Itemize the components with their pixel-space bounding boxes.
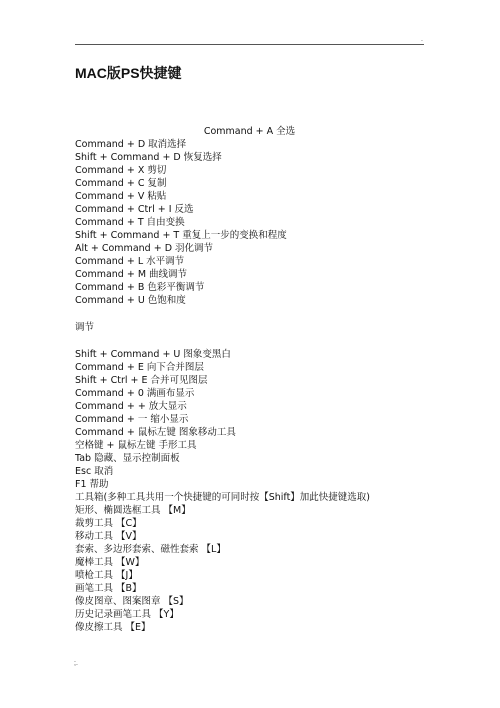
list-item: Command + D 取消选择 [75, 139, 187, 150]
header-mark: . [421, 36, 423, 43]
list-item: Command + U 色饱和度 [75, 295, 186, 306]
header-rule [75, 44, 424, 45]
list-item: Shift + Command + D 恢复选择 [75, 152, 222, 163]
list-item: 移动工具 【V】 [75, 531, 142, 542]
intro-line: Command + A 全选 [203, 126, 296, 137]
list-item: 魔棒工具 【W】 [75, 557, 145, 568]
footer-mark: ;. [74, 660, 78, 667]
list-item: Command + 鼠标左键 图象移动工具 [75, 427, 236, 438]
list-item: Command + 0 满画布显示 [75, 388, 195, 399]
list-item: Command + Ctrl + I 反选 [75, 204, 194, 215]
list-item: 历史记录画笔工具 【Y】 [75, 609, 179, 620]
list-item: Shift + Command + T 重复上一步的变换和程度 [75, 230, 287, 241]
list-item: Command + X 剪切 [75, 165, 167, 176]
list-item: Alt + Command + D 羽化调节 [75, 243, 214, 254]
list-item: Command + + 放大显示 [75, 401, 187, 412]
list-item: 空格键 + 鼠标左键 手形工具 [75, 440, 197, 451]
list-item: Command + L 水平调节 [75, 256, 185, 267]
list-item: 矩形、椭圆选框工具 【M】 [75, 505, 191, 516]
list-item: 裁剪工具 【C】 [75, 518, 142, 529]
shortcut-list-main [75, 138, 287, 307]
list-item: 像皮图章、图案图章 【S】 [75, 596, 189, 607]
list-item: Command + V 粘贴 [75, 191, 167, 202]
shortcut-list-adjust [75, 348, 370, 634]
list-item: 套索、多边形套索、磁性套索 【L】 [75, 544, 226, 555]
list-item: Command + M 曲线调节 [75, 269, 188, 280]
list-item: Esc 取消 [75, 466, 114, 477]
list-item: Shift + Command + U 图象变黑白 [75, 349, 231, 360]
list-item: Shift + Ctrl + E 合并可见图层 [75, 375, 208, 386]
list-item: Command + T 自由变换 [75, 217, 185, 228]
list-item: 喷枪工具 【J】 [75, 570, 138, 581]
list-item: Tab 隐藏、显示控制面板 [75, 453, 180, 464]
list-item: Command + C 复制 [75, 178, 167, 189]
list-item: 像皮擦工具 【E】 [75, 622, 151, 633]
list-item: F1 帮助 [75, 479, 109, 490]
page-title: MAC版PS快捷键 [75, 65, 182, 81]
list-item: 画笔工具 【B】 [75, 583, 142, 594]
list-item: 工具箱(多种工具共用一个快捷键的可同时按【Shift】加此快捷键选取) [75, 492, 371, 503]
list-item: Command + B 色彩平衡调节 [75, 282, 205, 293]
list-item: Command + 一 缩小显示 [75, 414, 189, 425]
section-heading: 调节 [75, 322, 95, 333]
list-item: Command + E 向下合并图层 [75, 362, 204, 373]
